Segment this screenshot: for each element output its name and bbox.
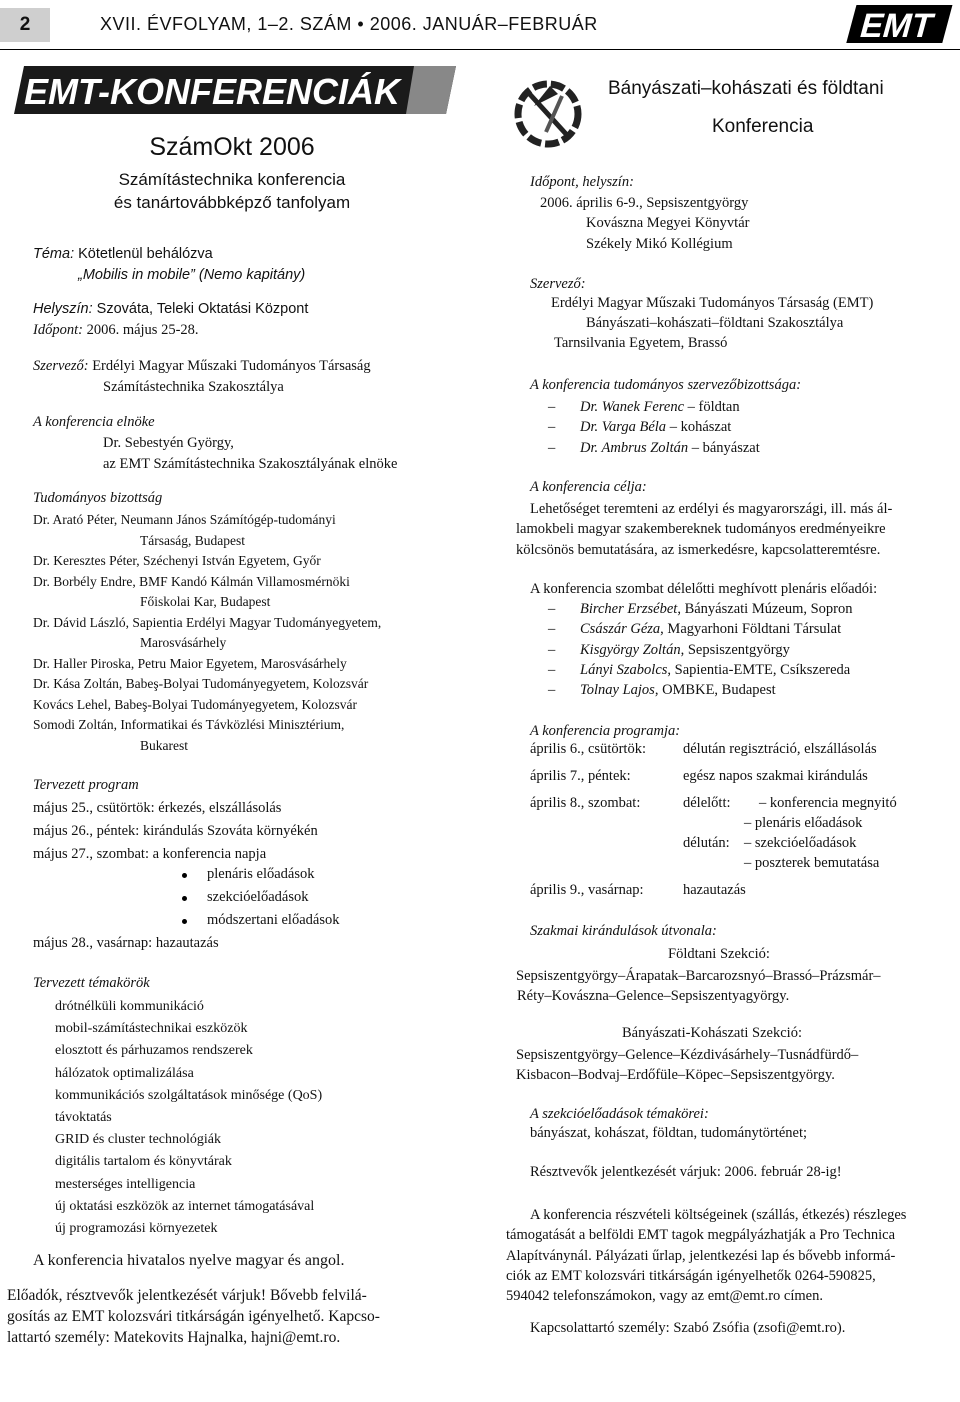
list-item: kommunikációs szolgáltatások minősége (QoS): [55, 1087, 323, 1103]
schedule-delutan-2: – poszterek bemutatása: [744, 855, 880, 871]
celja-paragraph: Lehetőséget teremteni az erdélyi és magyarországi, ill. más ál- lamokbeli magyar szakembereknek tudományos eredményeikre kölcsönös bemutatására, az ismerkedésre, kapcsolatteremtésre.: [516, 501, 893, 558]
list-item: új programozási környezetek: [55, 1221, 218, 1237]
list-item: május 25., csütörtök: érkezés, elszállásolás: [33, 800, 282, 816]
list-item: május 27., szombat: a konferencia napja: [33, 846, 267, 862]
list-item: Dr. Haller Piroska, Petru Maior Egyetem, Marosvásárhely: [33, 655, 347, 671]
bullet-item: plenáris előadások: [180, 866, 339, 889]
jelentkezes-note: Résztvevők jelentkezését várjuk: 2006. február 28-ig!: [530, 1164, 842, 1180]
schedule-day-1-value: délután regisztráció, elszállásolás: [683, 741, 877, 757]
elnok-label: A konferencia elnöke: [33, 414, 155, 430]
szervezobizottsag-list: [548, 397, 760, 458]
schedule-day-2: április 7., péntek:: [530, 768, 631, 784]
list-item: Marosvásárhely: [140, 635, 227, 650]
list-item: drótnélküli kommunikáció: [55, 999, 204, 1014]
schedule-delutan: délután:: [683, 835, 730, 851]
schedule-day-2-value: egész napos szakmai kirándulás: [683, 768, 868, 784]
idopont-line: Időpont: 2006. május 25-28.: [33, 322, 199, 338]
list-item: mesterséges intelligencia: [55, 1176, 196, 1192]
list-item: – Dr. Varga Béla – kohászat: [548, 419, 732, 436]
program-last: május 28., vasárnap: hazautazás: [33, 935, 219, 951]
helyszin-line: Helyszín: Szováta, Teleki Oktatási Központ: [33, 301, 309, 317]
tema-line: Téma: Kötetlenül behálózva: [33, 246, 213, 262]
temak-label: Tervezett témakörök: [33, 975, 150, 991]
list-item: Bukarest: [140, 737, 188, 753]
koltseg-paragraph: A konferencia részvételi költségeinek (szállás, étkezés) részleges támogatását a belföldi EMT tagok megpályázhatják a Pro Technica Alapítványnál. Pályázati űrlap, jelentkezési lap és bővebb informá- ciók az EMT kolozsvári titkárságán igényelhetők 0264-590825, 594042 telefonszámokon, vagy az emt@emt.ro címen.: [506, 1207, 907, 1305]
list-item: Dr. Kása Zoltán, Babeş-Bolyai Tudományegyetem, Kolozsvár: [33, 676, 369, 691]
plenaris-intro: A konferencia szombat délelőtti meghívott plenáris előadói:: [530, 581, 878, 597]
list-item: május 26., péntek: kirándulás Szováta környékén: [33, 823, 318, 839]
temakorei-value: bányászat, kohászat, földtan, tudománytörténet;: [530, 1125, 808, 1141]
idopont-line-3: Székely Mikó Kollégium: [586, 236, 733, 252]
list-item: Főiskolai Kar, Budapest: [140, 594, 271, 609]
list-item: – Dr. Ambrus Zoltán – bányászat: [548, 439, 760, 456]
schedule-day-4: április 9., vasárnap:: [530, 882, 644, 898]
running-head: XVII. ÉVFOLYAM, 1–2. SZÁM • 2006. JANUÁR–FEBRUÁR: [100, 14, 598, 34]
svg-text:EMT: EMT: [855, 7, 938, 45]
list-item: Dr. Arató Péter, Neumann János Számítógép-tudományi: [33, 512, 336, 527]
banyaszati-route: Sepsiszentgyörgy–Gelence–Kézdivásárhely–Tusnádfürdő– Kisbacon–Bodvaj–Erdőfüle–Köpec–Sepsiszentgyörgy.: [516, 1047, 859, 1084]
list-item: távoktatás: [55, 1110, 112, 1126]
list-item: GRID és cluster technológiák: [55, 1132, 222, 1148]
list-item: – Bircher Erzsébet, Bányászati Múzeum, Sopron: [548, 601, 853, 617]
list-item: Dr. Keresztes Péter, Széchenyi István Egyetem, Győr: [33, 553, 321, 568]
list-item: – Kisgyörgy Zoltán, Sepsiszentgyörgy: [548, 641, 790, 658]
foldtani-title: Földtani Szekció:: [668, 946, 770, 962]
list-item: elosztott és párhuzamos rendszerek: [55, 1043, 253, 1059]
list-item: – Lányi Szabolcs, Sapientia-EMTE, Csíkszereda: [548, 661, 851, 678]
closing-paragraph: Előadók, résztvevők jelentkezését várjuk! Bővebb felvilá- gosítás az EMT kolozsvári titkárságán igényelhető. Kapcso- lattartó személy: Matekovits Hajnalka, hajni@emt.ro.: [7, 1287, 380, 1346]
page-number: 2: [0, 8, 50, 42]
schedule-delutan-1: – szekcióelőadások: [744, 835, 857, 851]
schedule-day-3: április 8., szombat:: [530, 795, 641, 811]
bullet-item: módszertani előadások: [180, 912, 339, 935]
idopont-label: Időpont, helyszín:: [530, 174, 634, 190]
temak-list: [55, 996, 322, 1240]
language-note: A konferencia hivatalos nyelve magyar és angol.: [33, 1252, 345, 1269]
szervezo-label: Szervező:: [530, 276, 586, 292]
conference-subtitle-2: és tanártovábbképző tanfolyam: [113, 193, 351, 212]
utvonal-label: Szakmai kirándulások útvonala:: [530, 923, 717, 939]
right-title-2: Konferencia: [712, 116, 814, 137]
elnok-name: Dr. Sebestyén György,: [103, 435, 234, 451]
celja-label: A konferencia célja:: [530, 479, 647, 495]
banner-text: EMT-KONFERENCIÁK: [24, 71, 400, 112]
conference-name: SzámOkt 2006: [149, 133, 315, 161]
list-item: Dr. Dávid László, Sapientia Erdélyi Magyar Tudományegyetem,: [33, 614, 382, 630]
list-item: új oktatási eszközök az internet támogatásával: [55, 1198, 315, 1214]
foldtani-route: Sepsiszentgyörgy–Árapatak–Barcarozsnyó–Brassó–Prázsmár– Réty–Kovászna–Gelence–Sepsiszentyagyörgy.: [516, 968, 881, 1005]
bizottsag-label: Tudományos bizottság: [33, 490, 163, 506]
emt-logo: [845, 3, 953, 45]
list-item: Somodi Zoltán, Informatikai és Távközlési Minisztérium,: [33, 717, 345, 732]
list-item: – Tolnay Lajos, OMBKE, Budapest: [548, 682, 776, 699]
plenaris-list: [548, 599, 853, 700]
szervezo-line-2: Számítástechnika Szakosztálya: [103, 379, 284, 395]
list-item: – Dr. Wanek Ferenc – földtan: [548, 399, 740, 415]
szervezo-line-2: Bányászati–kohászati–földtani Szakosztálya: [586, 315, 844, 331]
list-item: Kovács Lehel, Babeş-Bolyai Tudományegyetem, Kolozsvár: [33, 696, 357, 712]
list-item: mobil-számítástechnikai eszközök: [55, 1021, 248, 1037]
szervezo-line: Szervező: Erdélyi Magyar Műszaki Tudományos Társaság: [33, 358, 371, 374]
bizottsag-list: [33, 510, 381, 756]
schedule-day-1: április 6., csütörtök:: [530, 741, 646, 757]
szervezobizottsag-label: A konferencia tudományos szervezőbizottsága:: [530, 377, 802, 393]
list-item: – Császár Géza, Magyarhoni Földtani Társulat: [548, 621, 842, 638]
program-bullets: [180, 866, 339, 935]
programja-label: A konferencia programja:: [530, 723, 681, 739]
banyaszati-title: Bányászati-Kohászati Szekció:: [622, 1025, 802, 1041]
conference-subtitle: Számítástechnika konferencia: [118, 170, 346, 189]
program-label: Tervezett program: [33, 777, 139, 793]
temakorei-label: A szekcióelőadások témakörei:: [530, 1106, 709, 1122]
right-title: Bányászati–kohászati és földtani: [608, 78, 884, 99]
list-item: Dr. Borbély Endre, BMF Kandó Kálmán Villamosmérnöki: [33, 573, 350, 589]
schedule-delelott-1: – konferencia megnyitó: [759, 795, 897, 811]
elnok-title: az EMT Számítástechnika Szakosztályának elnöke: [103, 456, 398, 472]
schedule-delelott: délelőtt:: [683, 795, 731, 811]
szervezo-line-3: Tarnsilvania Egyetem, Brassó: [554, 335, 728, 351]
list-item: hálózatok optimalizálása: [55, 1065, 194, 1081]
list-item: digitális tartalom és könyvtárak: [55, 1154, 232, 1170]
szervezo-line-1: Erdélyi Magyar Műszaki Tudományos Társaság (EMT): [551, 295, 874, 311]
schedule-delelott-2: – plenáris előadások: [744, 815, 863, 831]
idopont-line-1: 2006. április 6-9., Sepsiszentgyörgy: [540, 195, 749, 211]
idopont-line-2: Kovászna Megyei Könyvtár: [586, 215, 750, 231]
bullet-item: szekcióelőadások: [180, 889, 339, 912]
mining-emblem-icon: [508, 70, 590, 152]
kapcsolat-note: Kapcsolattartó személy: Szabó Zsófia (zsofi@emt.ro).: [530, 1320, 846, 1336]
list-item: Társaság, Budapest: [140, 532, 245, 548]
tema-line-2: „Mobilis in mobile” (Nemo kapitány): [78, 267, 306, 283]
header-rule: [0, 49, 960, 50]
section-banner: [14, 66, 456, 114]
program-list: [33, 797, 318, 866]
schedule-day-4-value: hazautazás: [683, 882, 746, 898]
